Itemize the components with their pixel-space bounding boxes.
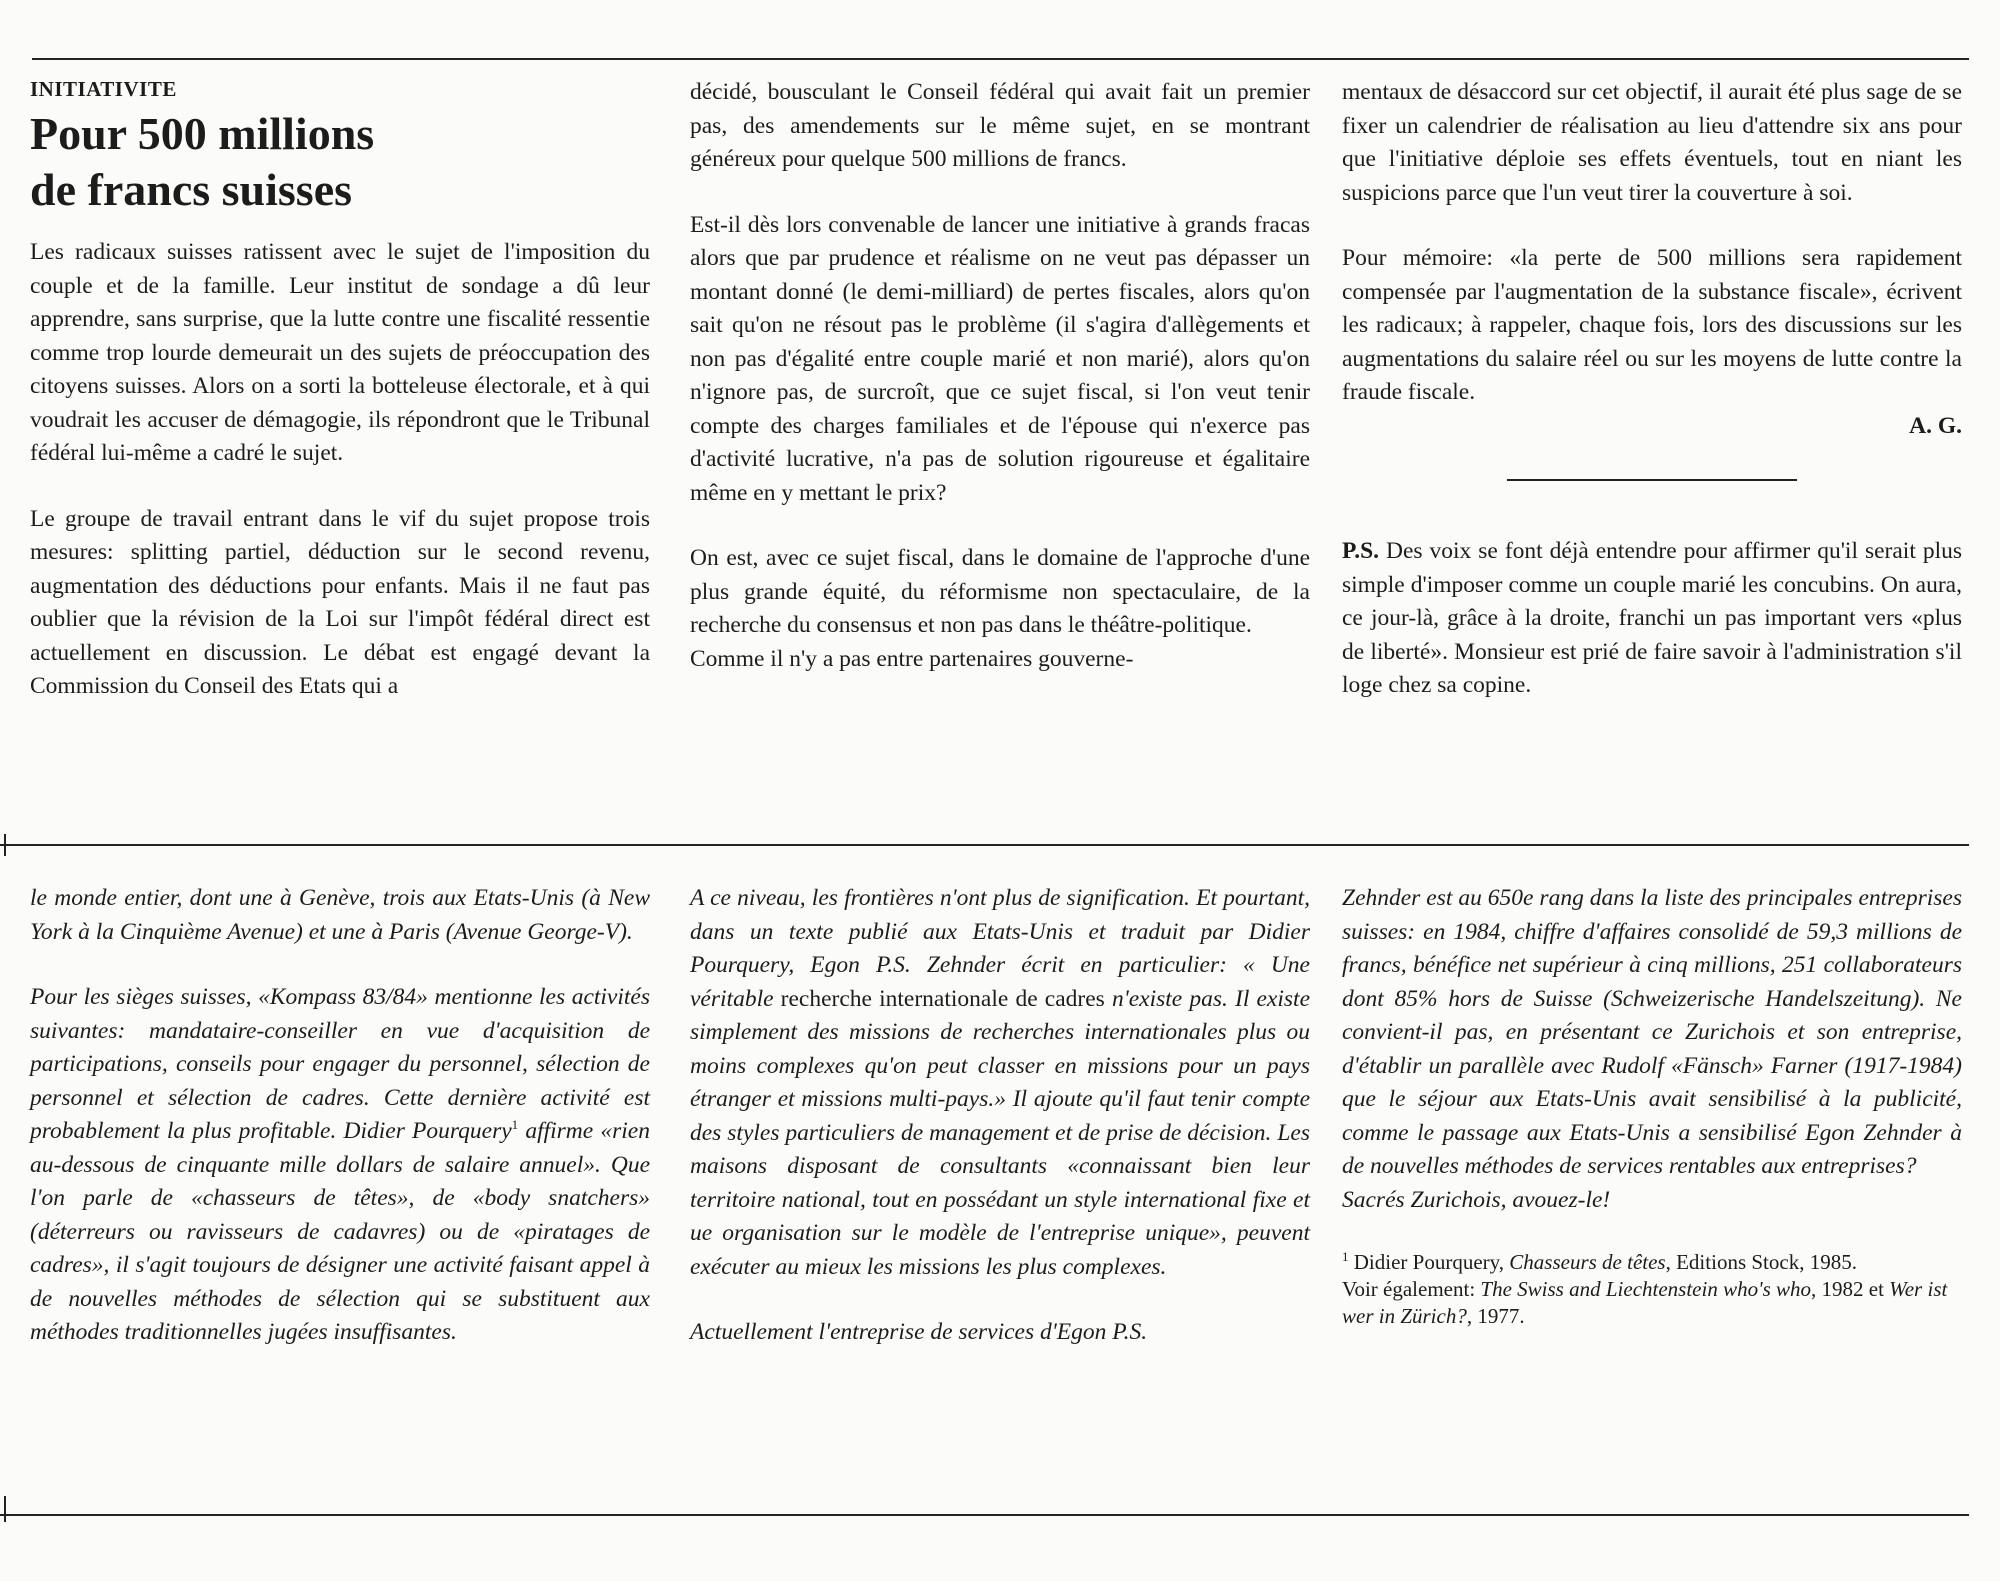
text-run: , Editions Stock, 1985. [1665,1250,1857,1274]
section-kicker: INITIATIVITE [30,77,177,101]
text-run: recherche internationale de cadres [773,985,1112,1012]
postscript-text: Des voix se font déjà entendre pour affirmer qu'il serait plus simple d'imposer comme un couple marié les concubins. On aura, ce jour-là, grâce à la droite, franchi un pas important vers «plus de liberté». Monsieur est prié de faire savoir à l'administration s'il loge chez sa copine. [1342,538,1962,698]
section-divider [1507,479,1797,481]
headline-line: de francs suisses [30,164,353,215]
bottom-rule [0,1514,1969,1516]
footnote [1342,1249,1962,1276]
postscript-label: P.S. [1342,538,1380,564]
middle-rule [0,844,1969,846]
paragraph: Est-il dès lors convenable de lancer une initiative à grands fracas alors que par prudence et réalisme on ne veut pas dépasser un montant donné (le demi-milliard) de pertes fiscales, alors qu'on sait qu'on ne résout pas le problème (il s'agira d'allègements et non pas d'égalité entre couple marié et non marié), alors qu'on n'ignore pas, de surcroît, que ce sujet fiscal, si l'on veut tenir compte des charges familiales et de l'épouse qui n'exerce pas d'activité lucrative, n'a pas de solution rigoureuse et égalitaire même en y mettant le prix? [690,211,1310,506]
continuation-column-3 [1342,882,1962,1330]
text-run: Voir également: [1342,1277,1481,1301]
paragraph [30,981,650,1350]
book-title: Wer ist wer in Zürich? [1342,1277,1948,1328]
continuation-column-1 [30,882,650,1350]
paragraph: On est, avec ce sujet fiscal, dans le domaine de l'approche d'une plus grande équité, du réformisme non spectaculaire, de la recherche du consensus et non pas dans le théâtre-politique. [690,545,1310,638]
text-run: A ce niveau, les frontières n'ont plus de signification. Et pourtant, dans un texte publié aux Etats-Unis et traduit par Didier Pourquery, Egon P.S. Zehnder écrit en particulier: « Une véritable [690,885,1310,1012]
continuation-column-2 [690,882,1310,1350]
article-column-3 [1342,76,1962,703]
footnote [1342,1276,1962,1330]
paragraph: mentaux de désaccord sur cet objectif, il aurait été plus sage de se fixer un calendrier de réalisation au lieu d'attendre six ans pour que l'initiative déploie ses effets éventuels, tout en niant les suspicions parce que l'un veut tirer la couverture à soi. [1342,79,1962,206]
paragraph: Comme il n'y a pas entre partenaires gouverne- [690,645,1134,672]
margin-tick [4,1496,6,1522]
postscript [1342,535,1962,703]
paragraph: Sacrés Zurichois, avouez-le! [1342,1186,1611,1213]
margin-tick [4,834,6,856]
headline-line: Pour 500 millions [30,108,375,159]
text-run: n'existe pas. Il existe simplement des missions de recherches internationales plus ou moins complexes qu'on peut classer en missions pour un pays étranger et missions multi-pays.» Il ajoute qu'il faut tenir compte des styles particuliers de management et de prise de décision. Les maisons disposant de consultants «connaissant bien leur territoire national, tout en possédant un style international fixe et ue organisation sur le modèle de l'entreprise unique», peuvent exécuter au mieux les missions les plus complexes. [690,985,1310,1280]
text-run: affirme «rien au-dessous de cinquante mille dollars de salaire annuel». Que l'on parle de «chasseurs de têtes», de «body snatchers» (déterreurs ou ravisseurs de cadavres) ou de «piratages de cadres», il s'agit toujours de désigner une activité faisant appel à de nouvelles méthodes de sélection qui se substituent aux méthodes traditionnelles jugées insuffisantes. [30,1118,650,1345]
text-run: Pour les sièges suisses, «Kompass 83/84» mentionne les activités suivantes: mandataire-conseiller en vue d'acquisition de participations, conseils pour engager du personnel, sélection de personnel et sélection de cadres. Cette dernière activité est probablement la plus profitable. Didier Pourquery [30,984,650,1144]
paragraph: Actuellement l'entreprise de services d'Egon P.S. [690,1319,1148,1345]
top-rule [32,58,1969,60]
article-column-1 [30,76,650,704]
article-column-2 [690,76,1310,676]
paragraph: Pour mémoire: «la perte de 500 millions sera rapidement compensée par l'augmentation de la substance fiscale», écrivent les radicaux; à rappeler, chaque fois, lors des discussions sur les augmentations du salaire réel ou sur les moyens de lutte contre la fraude fiscale. [1342,245,1962,405]
paragraph: Zehnder est au 650e rang dans la liste des principales entreprises suisses: en 1984, chiffre d'affaires consolidé de 59,3 millions de francs, bénéfice net supérieur à cinq millions, 251 collaborateurs dont 85% hors de Suisse (Schweizerische Handelszeitung). Ne convient-il pas, en présentant ce Zurichois et son entreprise, d'établir un parallèle avec Rudolf «Fänsch» Farner (1917-1984) que le séjour aux Etats-Unis avait sensibilisé à la publicité, comme le passage aux Etats-Unis a sensibilisé Egon Zehnder à de nouvelles méthodes de services rentables aux entreprises? [1342,885,1962,1179]
paragraph: décidé, bousculant le Conseil fédéral qui avait fait un premier pas, des amendements sur le même sujet, en se montrant généreux pour quelque 500 millions de francs. [690,79,1310,172]
footnote-marker: 1 [511,1117,519,1133]
paragraph: le monde entier, dont une à Genève, trois aux Etats-Unis (à New York à la Cinquième Avenue) et une à Paris (Avenue George-V). [30,885,650,945]
footnotes [1342,1249,1962,1330]
paragraph [690,882,1310,1284]
text-run: Didier Pourquery, [1348,1250,1510,1274]
author-signature: A. G. [1909,412,1962,439]
book-title: Chasseurs de têtes [1509,1250,1666,1274]
text-run: , 1977. [1466,1304,1525,1328]
footnote-marker: 1 [1342,1249,1349,1264]
paragraph: Le groupe de travail entrant dans le vif du sujet propose trois mesures: splitting partiel, déduction sur le second revenu, augmentation des déductions pour enfants. Mais il ne faut pas oublier que la révision de la Loi sur l'impôt fédéral direct est actuellement en discussion. Le débat est engagé devant la Commission du Conseil des Etats qui a [30,505,650,699]
book-title: The Swiss and Liechtenstein who's who [1480,1277,1812,1301]
paragraph: Les radicaux suisses ratissent avec le sujet de l'imposition du couple et de la famille. Leur institut de sondage a dû leur apprendre, sans surprise, que la lutte contre une fiscalité ressentie comme trop lourde demeurait un des sujets de préoccupation des citoyens suisses. Alors on a sorti la botteleuse électorale, et à qui voudrait les accuser de démagogie, ils répondront que le Tribunal fédéral lui-même a cadré le sujet. [30,239,650,466]
text-run: , 1982 et [1811,1277,1890,1301]
headline [30,106,650,218]
